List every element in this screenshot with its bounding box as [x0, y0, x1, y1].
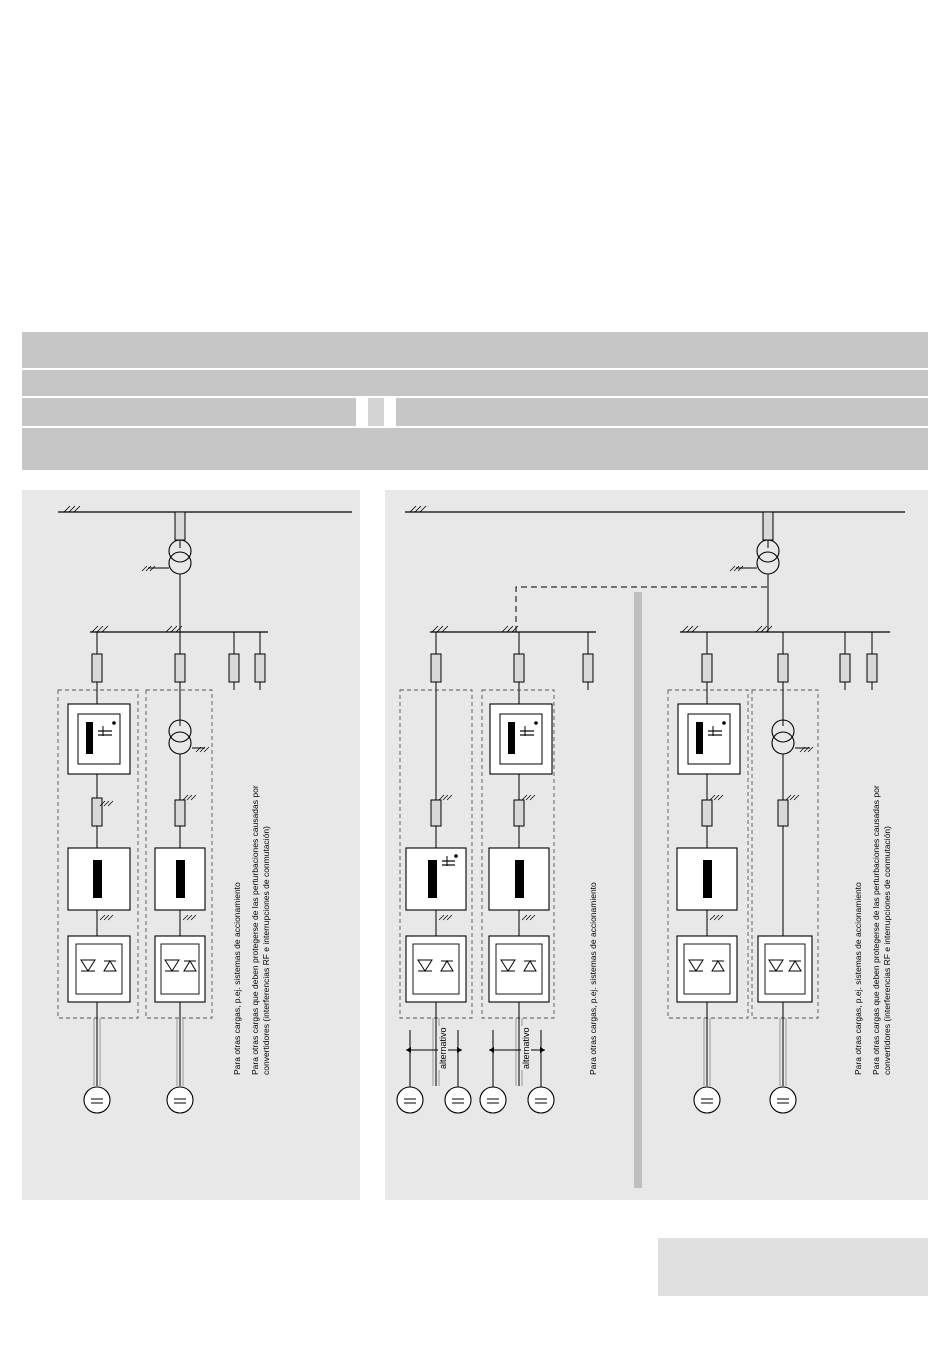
header-band-subtitle: [22, 370, 928, 396]
panel-divider: [634, 592, 642, 1188]
header-gap-center: [368, 398, 384, 426]
label-alternative-2: alternativo: [521, 1027, 531, 1069]
header-band-footer: [22, 428, 928, 470]
caption-left-other-loads: Para otras cargas, p.ej. sistemas de accionamiento: [232, 882, 242, 1075]
caption-left-protected-loads-text: Para otras cargas que deben protegerse de las perturbaciones causadas por convertidores (interferencias RF e interrupciones de conmutación): [250, 785, 271, 1075]
diagram-panel-right: [385, 490, 928, 1200]
header-gap-left: [356, 398, 368, 426]
footer-box: [658, 1238, 928, 1296]
diagram-panel-left: [22, 490, 360, 1200]
caption-right-other-loads: Para otras cargas, p.ej. sistemas de accionamiento: [853, 882, 863, 1075]
header-gap-right: [384, 398, 396, 426]
header-band-row: [22, 398, 928, 426]
label-alternative-1: alternativo: [438, 1027, 448, 1069]
header-band-title: [22, 332, 928, 368]
caption-right-protected-loads-text: Para otras cargas que deben protegerse de las perturbaciones causadas por convertidores (interferencias RF e interrupciones de conmutación): [871, 785, 892, 1075]
caption-middle-other-loads: Para otras cargas, p.ej. sistemas de accionamiento: [588, 882, 598, 1075]
